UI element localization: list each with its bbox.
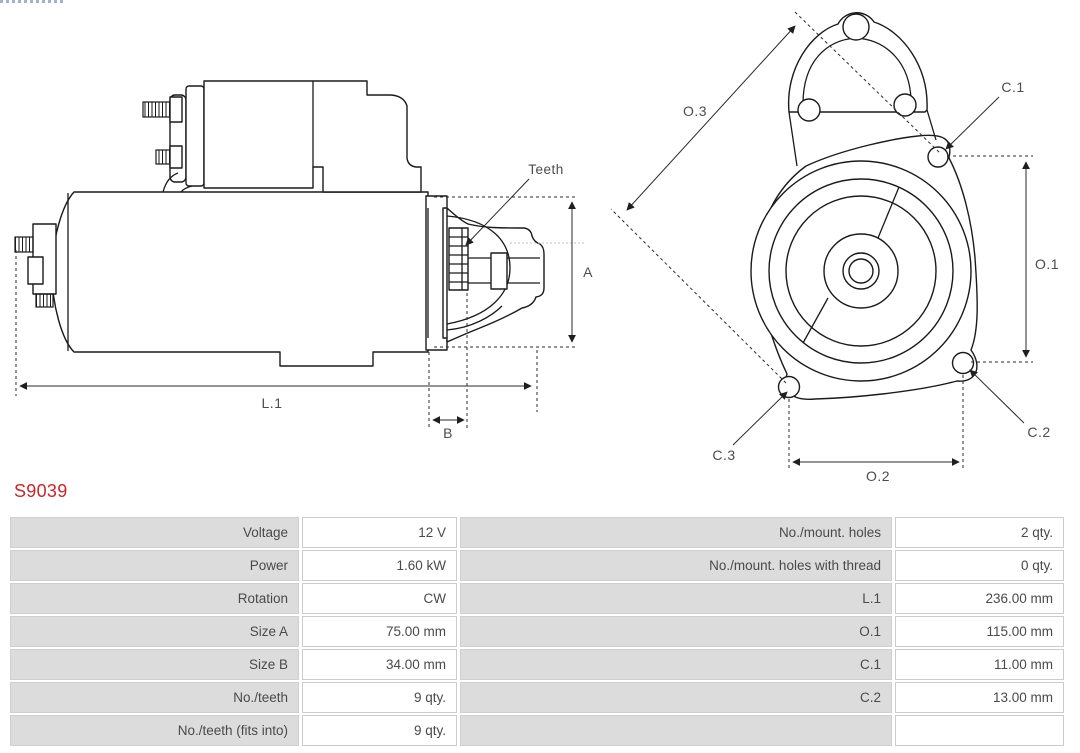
- dim-b-label: B: [443, 425, 453, 441]
- dim-c1-label: C.1: [1001, 79, 1025, 95]
- spec-value: 236.00 mm: [895, 583, 1064, 614]
- side-view-drawing: [15, 81, 593, 441]
- spec-label: C.2: [460, 682, 892, 713]
- dim-o3-label: O.3: [682, 103, 708, 119]
- motor-body: [52, 192, 428, 366]
- spec-label: No./mount. holes: [460, 517, 892, 548]
- bell-left-hole: [798, 99, 820, 121]
- bell-right-hole: [894, 94, 916, 116]
- pinion-gear: [449, 228, 468, 290]
- spec-value: 9 qty.: [302, 682, 457, 713]
- spec-label: No./mount. holes with thread: [460, 550, 892, 581]
- mounting-plate: [426, 196, 447, 350]
- spec-label: Size B: [10, 649, 299, 680]
- spec-value: 75.00 mm: [302, 616, 457, 647]
- spec-value: 0 qty.: [895, 550, 1064, 581]
- dim-o1-label: O.1: [1034, 256, 1060, 272]
- spec-table: [10, 517, 1067, 746]
- part-number: S9039: [14, 481, 68, 501]
- spec-label: O.1: [460, 616, 892, 647]
- teeth-label: Teeth: [528, 162, 564, 177]
- bell-top-hole: [843, 14, 869, 40]
- front-view-drawing: [611, 12, 1059, 484]
- dim-o2-label: O.2: [865, 468, 891, 484]
- dim-l1-label: L.1: [261, 395, 283, 411]
- shaft-collar: [491, 253, 507, 289]
- hole-c1: [928, 147, 948, 167]
- spec-value: 34.00 mm: [302, 649, 457, 680]
- bearing-rings: [751, 161, 971, 381]
- spec-value: 9 qty.: [302, 715, 457, 746]
- spec-value: [895, 715, 1064, 746]
- spec-value: 11.00 mm: [895, 649, 1064, 680]
- spec-label: [460, 715, 892, 746]
- dim-c2-label: C.2: [1027, 424, 1051, 440]
- spec-value: 1.60 kW: [302, 550, 457, 581]
- spec-label: Rotation: [10, 583, 299, 614]
- spec-value: 2 qty.: [895, 517, 1064, 548]
- spec-value: CW: [302, 583, 457, 614]
- spec-label: No./teeth: [10, 682, 299, 713]
- spec-label: Power: [10, 550, 299, 581]
- spec-label: No./teeth (fits into): [10, 715, 299, 746]
- spec-value: 12 V: [302, 517, 457, 548]
- spec-label: Voltage: [10, 517, 299, 548]
- dim-a-label: A: [583, 264, 593, 280]
- hole-c3: [779, 377, 800, 398]
- spec-label: C.1: [460, 649, 892, 680]
- spec-label: L.1: [460, 583, 892, 614]
- dim-c3-label: C.3: [712, 447, 736, 463]
- spec-value: 115.00 mm: [895, 616, 1064, 647]
- spec-label: Size A: [10, 616, 299, 647]
- spec-value: 13.00 mm: [895, 682, 1064, 713]
